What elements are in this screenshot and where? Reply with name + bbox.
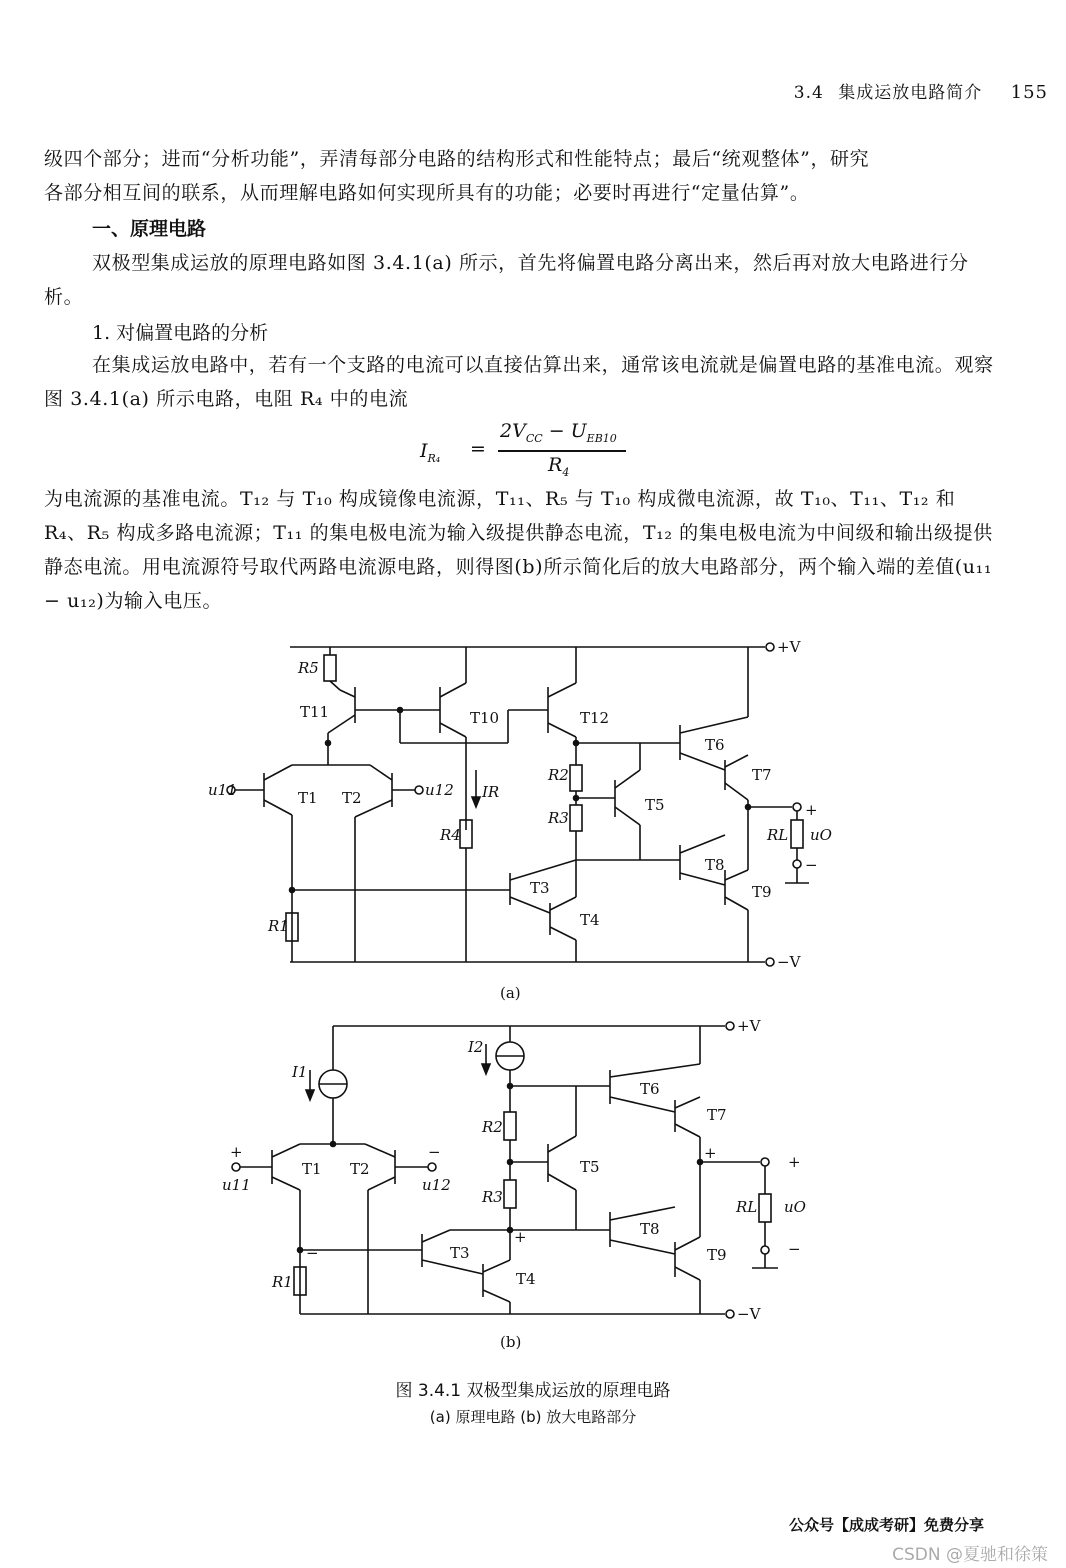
t12-label: T12 xyxy=(580,709,610,727)
out-minus: − xyxy=(805,856,818,874)
intro-line1: 级四个部分；进而“分析功能”，弄清每部分电路的结构形式和性能特点；最后“统观整体”，研究 xyxy=(44,148,870,170)
u12-label: u12 xyxy=(425,781,454,799)
b-vcc-pos-label: +V xyxy=(737,1017,761,1035)
b-r3-label: R3 xyxy=(482,1188,503,1206)
circuit-diagram-b xyxy=(200,1012,840,1357)
b-t3-plus: + xyxy=(514,1228,527,1246)
t2-label: T2 xyxy=(342,789,362,807)
figure-caption: 图 3.4.1 双极型集成运放的原理电路 xyxy=(395,1381,671,1401)
section-heading: 一、原理电路 xyxy=(92,218,207,240)
b-out-minus: − xyxy=(788,1240,801,1258)
b-t2-label: T2 xyxy=(350,1160,370,1178)
b-in-plus: + xyxy=(230,1143,243,1161)
paragraph-3: 为电流源的基准电流。T₁₂ 与 T₁₀ 构成镜像电流源，T₁₁、R₅ 与 T₁₀ 构成微电流源，故 T₁₀、T₁₁、T₁₂ 和 R₄、R₅ 构成多路电流源；T₁₁ 的集电极电流为输入级提供静态电流，T₁₂ 的集电极电流为中间级和输出级提供静态电流。用电流源符号取代两路电流源电路，则得图(b)所示简化后的放大电路部分，两个输入端的差值(u₁₁ − u₁₂)为输入电压。 xyxy=(44,488,993,612)
watermark: CSDN @夏驰和徐策 xyxy=(892,1545,1048,1565)
circuit-diagram-a xyxy=(200,635,840,1005)
section-title: 集成运放电路简介 xyxy=(838,83,983,103)
r4-label: R4 xyxy=(440,826,461,844)
t4-label: T4 xyxy=(580,911,600,929)
b-t6-label: T6 xyxy=(640,1080,660,1098)
uo-label: uO xyxy=(810,826,832,844)
r1-label: R1 xyxy=(268,917,289,935)
t8-label: T8 xyxy=(705,856,725,874)
b-uo-label: uO xyxy=(784,1198,806,1216)
i2-label: I2 xyxy=(468,1038,484,1056)
paragraph-2: 在集成运放电路中，若有一个支路的电流可以直接估算出来，通常该电流就是偏置电路的基准电流。观察图 3.4.1(a) 所示电路，电阻 R₄ 中的电流 xyxy=(44,354,994,410)
t10-label: T10 xyxy=(470,709,500,727)
b-t4-label: T4 xyxy=(516,1270,536,1288)
i1-label: I1 xyxy=(292,1063,308,1081)
subsection-heading: 1. 对偏置电路的分析 xyxy=(92,322,269,344)
b-t8-label: T8 xyxy=(640,1220,660,1238)
out-plus: + xyxy=(805,801,818,819)
running-header xyxy=(794,78,1048,103)
b-mid-plus: + xyxy=(704,1144,717,1162)
page-number: 155 xyxy=(1010,82,1048,103)
vcc-pos-label: +V xyxy=(777,638,801,656)
b-out-plus: + xyxy=(788,1153,801,1171)
t11-label: T11 xyxy=(300,703,330,721)
b-r2-label: R2 xyxy=(482,1118,503,1136)
u11-label: u11 xyxy=(208,781,237,799)
b-t3-label: T3 xyxy=(450,1244,470,1262)
r2-label: R2 xyxy=(548,766,569,784)
b-r1-minus: − xyxy=(306,1244,319,1262)
b-r1-label: R1 xyxy=(272,1273,293,1291)
b-t1-label: T1 xyxy=(302,1160,322,1178)
t7-label: T7 xyxy=(752,766,772,784)
t5-label: T5 xyxy=(645,796,665,814)
b-t7-label: T7 xyxy=(707,1106,727,1124)
figure-subcaption: (a) 原理电路 (b) 放大电路部分 xyxy=(429,1408,637,1426)
t6-label: T6 xyxy=(705,736,725,754)
t9-label: T9 xyxy=(752,883,772,901)
b-rl-label: RL xyxy=(736,1198,758,1216)
ir-label: IR xyxy=(482,783,500,801)
b-vcc-neg-label: −V xyxy=(737,1305,761,1323)
b-t9-label: T9 xyxy=(707,1246,727,1264)
fig-a-sublabel: (a) xyxy=(500,984,521,1002)
t1-label: T1 xyxy=(298,789,318,807)
rl-label: RL xyxy=(767,826,789,844)
b-t5-label: T5 xyxy=(580,1158,600,1176)
section-number: 3.4 xyxy=(793,83,824,103)
fig-b-sublabel: (b) xyxy=(500,1333,522,1351)
r5-label: R5 xyxy=(298,659,319,677)
paragraph-1: 双极型集成运放的原理电路如图 3.4.1(a) 所示，首先将偏置电路分离出来，然后再对放大电路进行分析。 xyxy=(44,252,969,308)
b-u11-label: u11 xyxy=(222,1176,251,1194)
t3-label: T3 xyxy=(530,879,550,897)
intro-line2: 各部分相互间的联系，从而理解电路如何实现所具有的功能；必要时再进行“定量估算”。 xyxy=(44,182,810,204)
vcc-neg-label: −V xyxy=(777,953,801,971)
b-in-minus: − xyxy=(428,1143,441,1161)
r3-label: R3 xyxy=(548,809,569,827)
b-u12-label: u12 xyxy=(422,1176,451,1194)
footer-note: 公众号【成成考研】免费分享 xyxy=(788,1516,984,1534)
